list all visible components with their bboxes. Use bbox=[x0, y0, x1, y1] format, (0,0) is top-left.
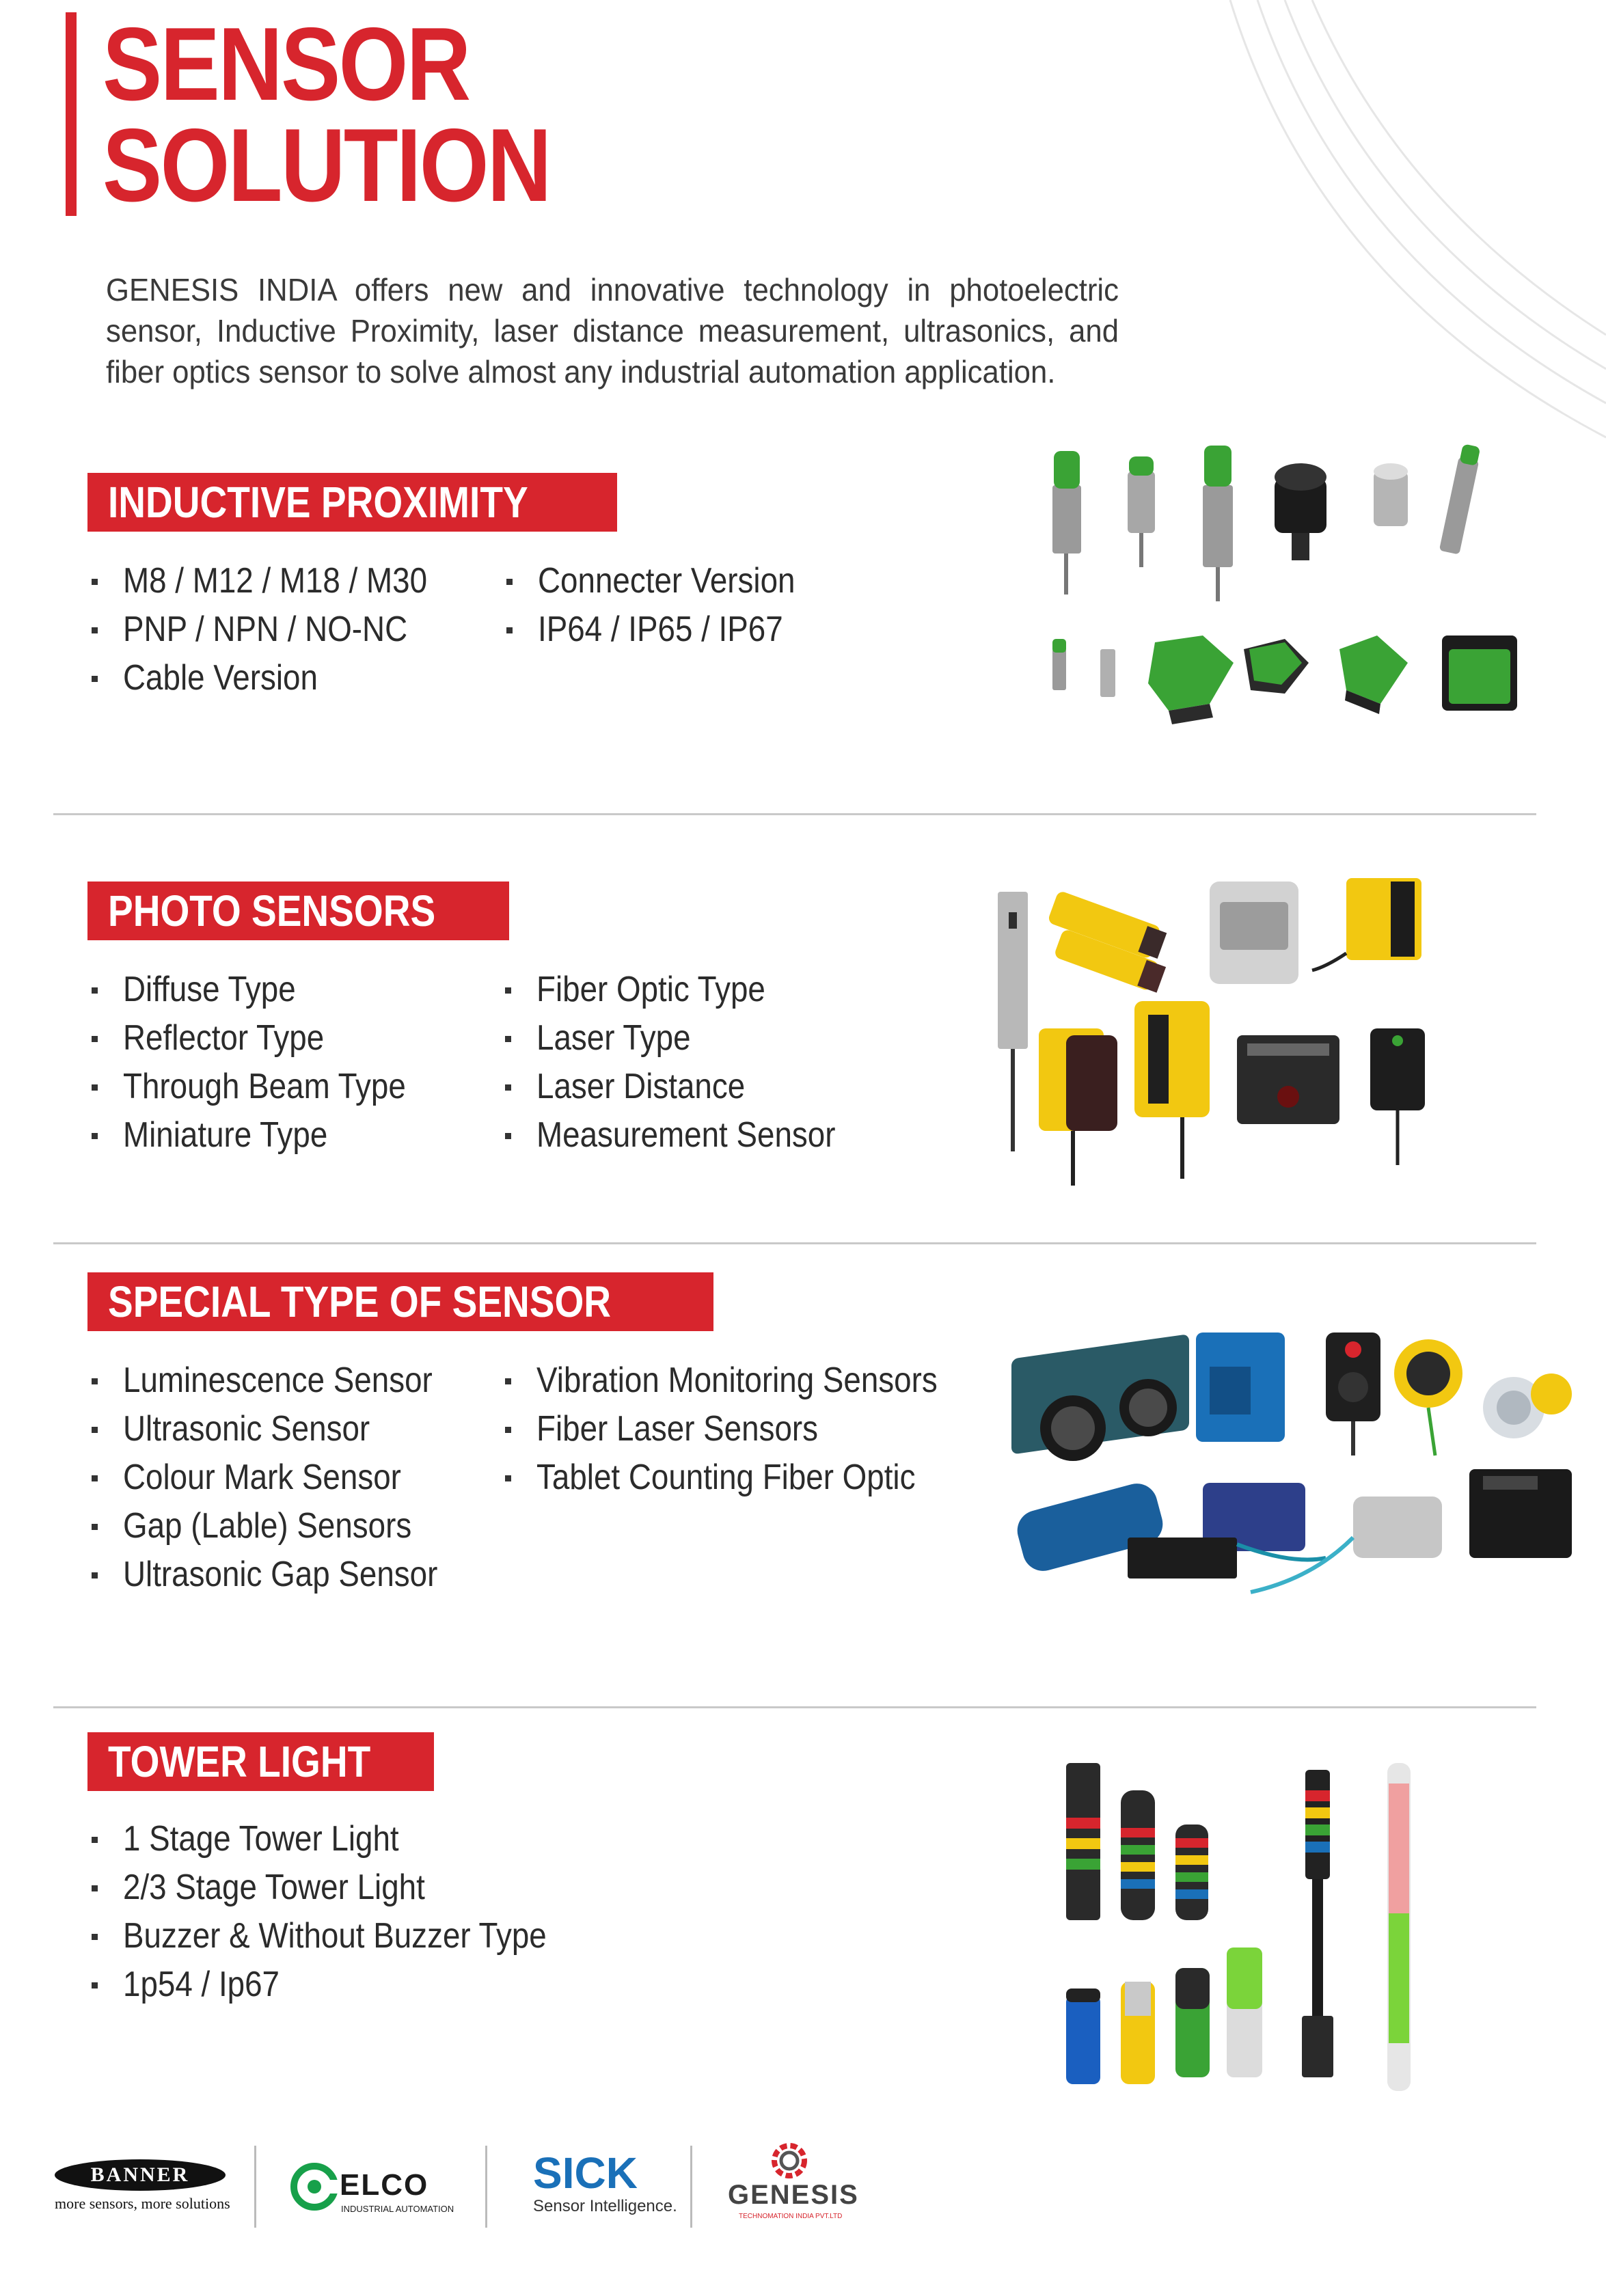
banner-logo bbox=[55, 2159, 230, 2234]
list-item: Fiber Optic Type bbox=[501, 966, 876, 1014]
tower-lights-image bbox=[1052, 1763, 1476, 2105]
list-item: Reflector Type bbox=[87, 1014, 444, 1063]
logo-divider bbox=[690, 2146, 692, 2228]
list-item: 1 Stage Tower Light bbox=[87, 1815, 604, 1863]
list-item: Ultrasonic Sensor bbox=[87, 1405, 480, 1453]
list-item: M8 / M12 / M18 / M30 bbox=[87, 557, 469, 605]
section-heading-tower-light: TOWER LIGHT bbox=[87, 1732, 434, 1791]
elco-c-icon bbox=[290, 2163, 338, 2211]
logo-divider bbox=[254, 2146, 256, 2228]
genesis-logo bbox=[728, 2139, 865, 2234]
list-item: Luminescence Sensor bbox=[87, 1356, 480, 1405]
logo-divider bbox=[485, 2146, 487, 2228]
elco-name: ELCO bbox=[340, 2168, 429, 2202]
title-line-2: SOLUTION bbox=[103, 107, 550, 223]
special-sensors-image bbox=[1005, 1319, 1585, 1606]
list-item: Ultrasonic Gap Sensor bbox=[87, 1550, 480, 1599]
section-heading-photo-sensors: PHOTO SENSORS bbox=[87, 882, 509, 940]
genesis-gear-icon bbox=[765, 2139, 813, 2180]
inductive-proximity-sensors-image bbox=[1039, 430, 1558, 752]
photo-list-col2 bbox=[501, 966, 876, 1160]
title-accent-bar bbox=[66, 12, 77, 216]
list-item: IP64 / IP65 / IP67 bbox=[502, 605, 830, 654]
inductive-list-col1 bbox=[87, 557, 469, 702]
decorative-arcs bbox=[1128, 0, 1606, 478]
brand-logos bbox=[55, 2139, 875, 2234]
list-item: Colour Mark Sensor bbox=[87, 1453, 480, 1502]
list-item: Laser Type bbox=[501, 1014, 876, 1063]
list-item: Buzzer & Without Buzzer Type bbox=[87, 1912, 604, 1960]
list-item: Gap (Lable) Sensors bbox=[87, 1502, 480, 1550]
elco-tagline: INDUSTRIAL AUTOMATION bbox=[341, 2204, 454, 2214]
list-item: Fiber Laser Sensors bbox=[501, 1405, 992, 1453]
elco-logo bbox=[290, 2163, 454, 2231]
sick-tagline: Sensor Intelligence. bbox=[533, 2197, 677, 2215]
list-item: 2/3 Stage Tower Light bbox=[87, 1863, 604, 1912]
special-list-col1 bbox=[87, 1356, 480, 1599]
photo-sensors-image bbox=[984, 864, 1462, 1199]
tower-light-list bbox=[87, 1815, 604, 2009]
section-heading-special-sensors: SPECIAL TYPE OF SENSOR bbox=[87, 1272, 713, 1331]
special-list-col2 bbox=[501, 1356, 992, 1502]
genesis-tagline: TECHNOMATION INDIA PVT.LTD bbox=[739, 2213, 843, 2220]
photo-list-col1 bbox=[87, 966, 444, 1160]
inductive-list-col2 bbox=[502, 557, 830, 654]
list-item: Through Beam Type bbox=[87, 1063, 444, 1111]
list-item: Tablet Counting Fiber Optic bbox=[501, 1453, 992, 1502]
banner-logo-mark: BANNER bbox=[55, 2159, 226, 2191]
sick-name: SICK bbox=[533, 2148, 638, 2198]
section-divider bbox=[53, 1242, 1536, 1244]
banner-tagline: more sensors, more solutions bbox=[55, 2195, 230, 2212]
intro-paragraph: GENESIS INDIA offers new and innovative technology in photoelectric sensor, Inductive Proximity, laser distance measurement, ultrasonics, and fiber optics sensor to solve almost any industrial automation application. bbox=[106, 272, 1119, 390]
list-item: Cable Version bbox=[87, 654, 469, 702]
list-item: Measurement Sensor bbox=[501, 1111, 876, 1160]
section-heading-inductive-proximity: INDUCTIVE PROXIMITY bbox=[87, 473, 617, 532]
list-item: Laser Distance bbox=[501, 1063, 876, 1111]
list-item: 1p54 / Ip67 bbox=[87, 1960, 604, 2009]
sick-logo bbox=[533, 2149, 697, 2224]
section-divider bbox=[53, 1706, 1536, 1708]
genesis-name: GENESIS bbox=[728, 2180, 859, 2210]
title-line-1: SENSOR bbox=[103, 6, 469, 122]
list-item: Vibration Monitoring Sensors bbox=[501, 1356, 992, 1405]
section-divider bbox=[53, 813, 1536, 815]
page-title bbox=[103, 6, 550, 223]
list-item: Miniature Type bbox=[87, 1111, 444, 1160]
list-item: PNP / NPN / NO-NC bbox=[87, 605, 469, 654]
list-item: Diffuse Type bbox=[87, 966, 444, 1014]
list-item: Connecter Version bbox=[502, 557, 830, 605]
